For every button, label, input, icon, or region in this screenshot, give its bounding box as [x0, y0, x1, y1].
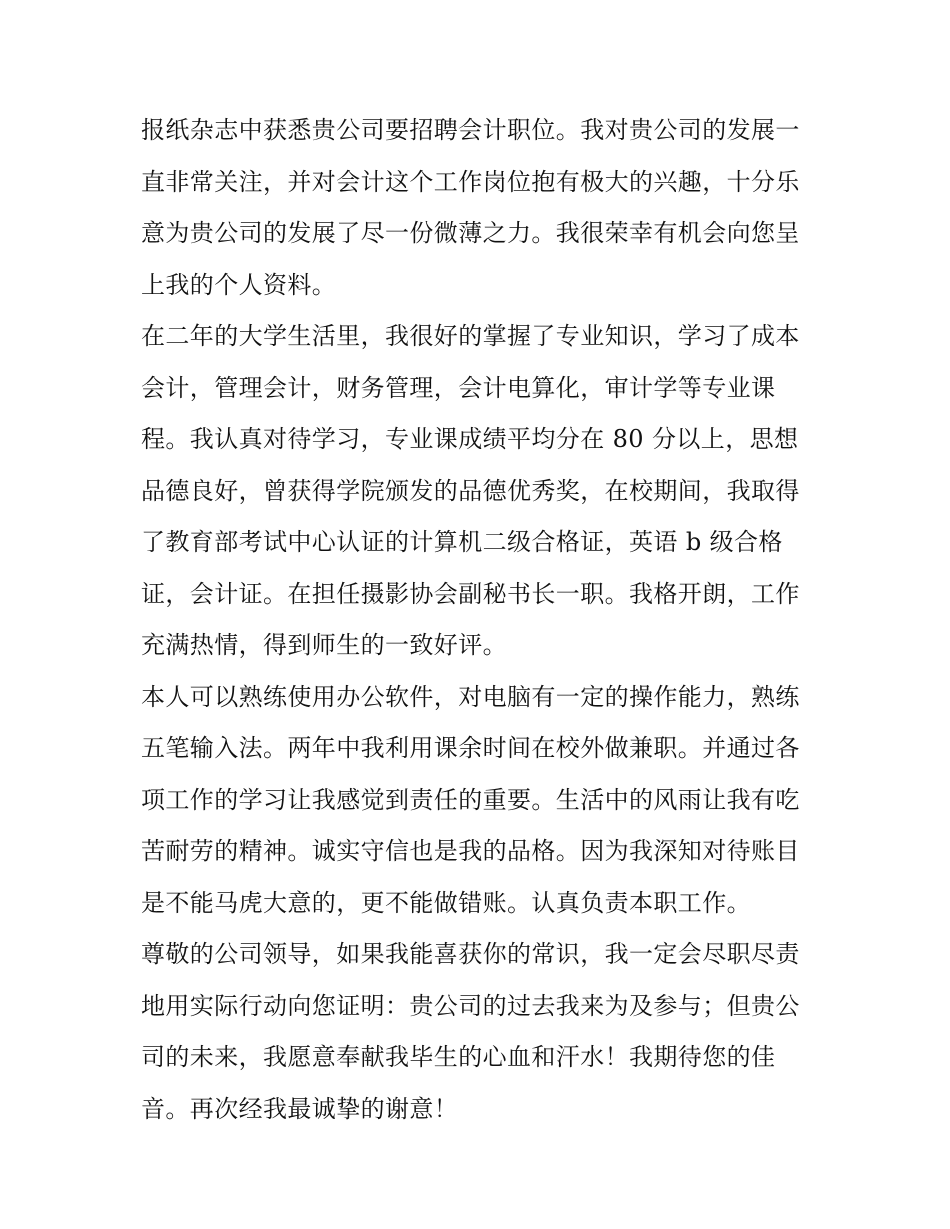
text-line: 尊敬的公司领导，如果我能喜获你的常识，我一定会尽职尽责 [141, 940, 800, 968]
text-line: 会计，管理会计，财务管理，会计电算化，审计学等专业课 [141, 373, 776, 402]
text-line: 充满热情，得到师生的一致好评。 [141, 631, 507, 659]
text-line: 苦耐劳的精神。诚实守信也是我的品格。因为我深知对待账目 [141, 837, 800, 865]
text-line: 意为贵公司的发展了尽一份微薄之力。我很荣幸有机会向您呈 [141, 219, 800, 247]
text-line: 是不能马虎大意的，更不能做错账。认真负责本职工作。 [141, 888, 751, 917]
text-line: 证，会计证。在担任摄影协会副秘书长一职。我格开朗，工作 [141, 579, 800, 608]
text-line: 地用实际行动向您证明：贵公司的过去我来为及参与；但贵公 [141, 991, 800, 1020]
text-line: 音。再次经我最诚挚的谢意！ [141, 1094, 459, 1123]
text-line: 本人可以熟练使用办公软件，对电脑有一定的操作能力，熟练 [141, 682, 800, 711]
text-line: 在二年的大学生活里，我很好的掌握了专业知识，学习了成本 [141, 322, 800, 350]
text-line: 直非常关注，并对会计这个工作岗位抱有极大的兴趣，十分乐 [141, 167, 800, 196]
text-line: 报纸杂志中获悉贵公司要招聘会计职位。我对贵公司的发展一 [141, 116, 800, 144]
text-line: 项工作的学习让我感觉到责任的重要。生活中的风雨让我有吃 [141, 785, 800, 814]
text-line: 司的未来，我愿意奉献我毕生的心血和汗水！我期待您的佳 [141, 1043, 776, 1071]
letter-body [141, 105, 813, 1135]
text-line: 程。我认真对待学习，专业课成绩平均分在 80 分以上，思想 [141, 425, 799, 453]
text-line: 上我的个人资料。 [141, 270, 337, 299]
text-line: 五笔输入法。两年中我利用课余时间在校外做兼职。并通过各 [141, 734, 800, 762]
text-line: 品德良好，曾获得学院颁发的品德优秀奖，在校期间，我取得 [141, 476, 800, 505]
text-line: 了教育部考试中心认证的计算机二级合格证，英语 b 级合格 [141, 528, 783, 556]
